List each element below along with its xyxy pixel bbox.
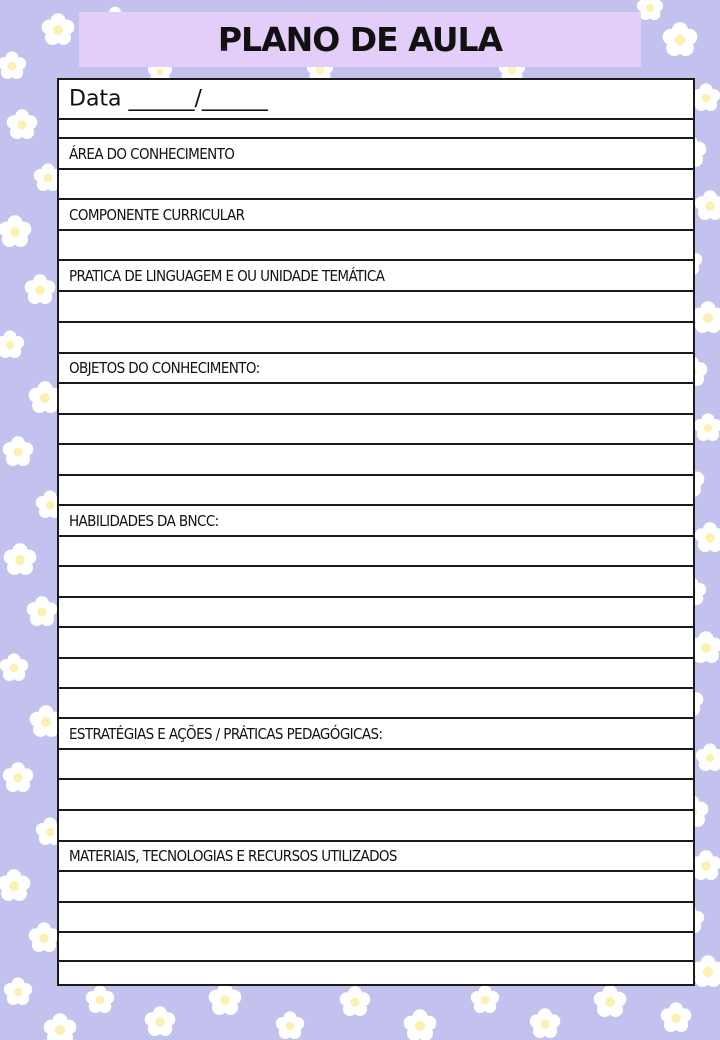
page-title: PLANO DE AULA xyxy=(217,20,503,59)
section-header-area-conhecimento xyxy=(59,137,693,168)
blank-line[interactable] xyxy=(59,565,693,596)
daisy-flower-icon xyxy=(692,301,720,333)
blank-line[interactable] xyxy=(59,901,693,931)
blank-line[interactable] xyxy=(59,290,693,321)
blank-line[interactable] xyxy=(59,413,693,443)
daisy-flower-icon xyxy=(3,436,34,466)
blank-line[interactable] xyxy=(59,931,693,960)
daisy-flower-icon xyxy=(0,869,30,901)
daisy-flower-icon xyxy=(0,330,24,358)
date-row[interactable] xyxy=(59,80,693,118)
lesson-plan-form xyxy=(57,78,695,986)
daisy-flower-icon xyxy=(340,986,371,1016)
daisy-flower-icon xyxy=(696,743,720,771)
blank-line[interactable] xyxy=(59,168,693,198)
daisy-flower-icon xyxy=(471,985,499,1013)
blank-line[interactable] xyxy=(59,748,693,778)
title-banner xyxy=(79,12,641,67)
blank-line[interactable] xyxy=(59,321,693,352)
daisy-flower-icon xyxy=(692,83,720,111)
blank-line[interactable] xyxy=(59,382,693,413)
daisy-flower-icon xyxy=(4,977,32,1005)
daisy-flower-icon xyxy=(29,922,60,952)
daisy-flower-icon xyxy=(27,596,58,626)
section-header-estrategias-acoes xyxy=(59,717,693,748)
daisy-flower-icon xyxy=(694,413,720,441)
daisy-flower-icon xyxy=(145,1006,176,1036)
blank-line[interactable] xyxy=(59,596,693,626)
blank-line[interactable] xyxy=(59,626,693,657)
section-header-habilidades-bncc xyxy=(59,504,693,535)
section-label: ESTRATÉGIAS E AÇÕES / PRÁTICAS PEDAGÓGICAS: xyxy=(69,724,383,743)
blank-line[interactable] xyxy=(59,870,693,901)
section-header-componente-curricular xyxy=(59,198,693,229)
daisy-flower-icon xyxy=(86,985,114,1013)
daisy-flower-icon xyxy=(0,653,28,681)
daisy-flower-icon xyxy=(25,274,56,304)
daisy-flower-icon xyxy=(7,109,38,139)
date-label: Data ______/______ xyxy=(69,86,268,112)
daisy-flower-icon xyxy=(3,762,34,792)
blank-line[interactable] xyxy=(59,960,693,986)
daisy-flower-icon xyxy=(276,1011,304,1039)
blank-line[interactable] xyxy=(59,474,693,504)
daisy-flower-icon xyxy=(4,543,37,575)
section-label: OBJETOS DO CONHECIMENTO: xyxy=(69,359,260,377)
section-label: ÁREA DO CONHECIMENTO xyxy=(69,144,235,163)
daisy-flower-icon xyxy=(692,955,720,987)
blank-line[interactable] xyxy=(59,809,693,840)
section-header-materiais-tecnologias xyxy=(59,840,693,870)
blank-line[interactable] xyxy=(59,778,693,809)
section-label: HABILIDADES DA BNCC: xyxy=(69,511,219,530)
daisy-flower-icon xyxy=(530,1008,561,1038)
section-label: COMPONENTE CURRICULAR xyxy=(69,205,245,224)
daisy-flower-icon xyxy=(695,190,720,220)
daisy-flower-icon xyxy=(44,1013,77,1040)
blank-line[interactable] xyxy=(59,687,693,717)
daisy-flower-icon xyxy=(0,51,26,79)
blank-line[interactable] xyxy=(59,118,693,137)
daisy-flower-icon xyxy=(404,1009,437,1040)
blank-line[interactable] xyxy=(59,657,693,687)
daisy-flower-icon xyxy=(663,22,698,56)
blank-line[interactable] xyxy=(59,535,693,565)
daisy-flower-icon xyxy=(594,985,627,1017)
blank-line[interactable] xyxy=(59,443,693,474)
section-header-pratica-linguagem xyxy=(59,259,693,290)
blank-line[interactable] xyxy=(59,229,693,259)
section-label: PRATICA DE LINGUAGEM E OU UNIDADE TEMÁTICA xyxy=(69,266,385,285)
daisy-flower-icon xyxy=(42,13,75,45)
daisy-flower-icon xyxy=(661,1002,692,1032)
daisy-flower-icon xyxy=(695,522,720,552)
daisy-flower-icon xyxy=(0,215,31,247)
section-header-objetos-conhecimento xyxy=(59,352,693,382)
daisy-flower-icon xyxy=(691,850,720,880)
section-label: MATERIAIS, TECNOLOGIAS E RECURSOS UTILIZADOS xyxy=(69,847,397,865)
daisy-flower-icon xyxy=(209,983,242,1015)
